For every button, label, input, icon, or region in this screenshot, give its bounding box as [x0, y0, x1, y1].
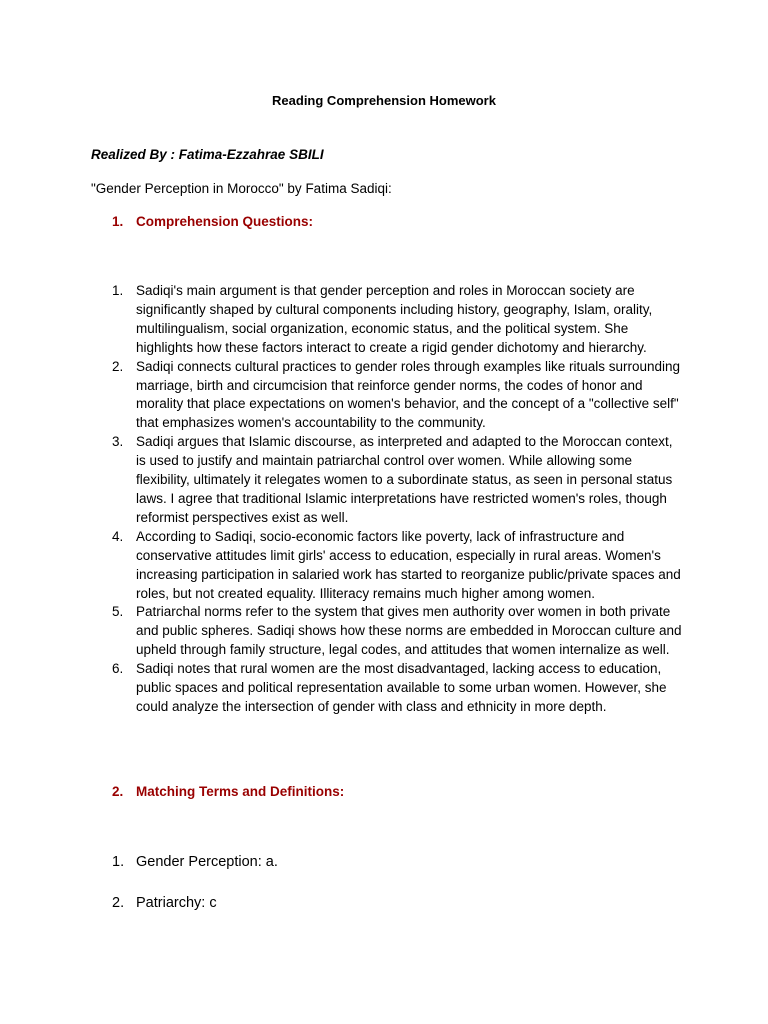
list-item-number: 4.: [112, 528, 124, 544]
list-item-number: 2.: [112, 358, 124, 374]
author-line: Realized By : Fatima-Ezzahrae SBILI: [91, 147, 324, 162]
section-title: Comprehension Questions:: [136, 214, 314, 229]
source-line: "Gender Perception in Morocco" by Fatima Sadiqi:: [91, 181, 392, 196]
list-item-text: According to Sadiqi, socio-economic factors like poverty, lack of infrastructure and conservative attitudes limit girls' access to education, especially in rural areas. Women's increasing participation in salaried work has started to reorganize public/private spaces and roles, but not created equality. Illiteracy remains much higher among women.: [136, 528, 681, 601]
matching-item-number: 2.: [112, 895, 125, 911]
matching-item-text: Patriarchy: c: [136, 895, 217, 911]
matching-item-text: Gender Perception: a.: [136, 854, 278, 870]
list-item-text: Patriarchal norms refer to the system that gives men authority over women in both private and public spheres. Sadiqi shows how these norms are embedded in Moroccan culture and upheld through family structure, legal codes, and attitudes that women internalize as well.: [136, 604, 682, 658]
list-item: [112, 358, 682, 434]
list-item: [112, 433, 682, 528]
section-number: 1.: [112, 214, 124, 229]
list-item: [112, 528, 682, 604]
section-title: Matching Terms and Definitions:: [136, 784, 345, 799]
list-item: [112, 603, 682, 660]
list-item-number: 5.: [112, 604, 124, 620]
section-heading-comprehension: [112, 213, 313, 231]
matching-item: [112, 852, 278, 872]
list-item-text: Sadiqi's main argument is that gender perception and roles in Moroccan society are significantly shaped by cultural components including history, geography, Islam, orality, multilingualism, social organization, economic status, and the political system. She highlights how these factors interact to create a rigid gender dichotomy and hierarchy.: [136, 283, 653, 355]
matching-item: [112, 893, 217, 913]
list-item-number: 1.: [112, 283, 124, 298]
matching-item-number: 1.: [112, 854, 125, 870]
list-item-text: Sadiqi argues that Islamic discourse, as interpreted and adapted to the Moroccan context, is used to justify and maintain patriarchal control over women. While allowing some flexibility, ultimately it relegates women to a subordinate status, as seen in personal status laws. I agree that traditional Islamic interpretations have restricted women's roles, though reformist perspectives exist as well.: [136, 434, 673, 525]
section-number: 2.: [112, 784, 124, 799]
list-item-number: 6.: [112, 661, 124, 677]
list-item-text: Sadiqi connects cultural practices to gender roles through examples like rituals surrounding marriage, birth and circumcision that reinforce gender norms, the codes of honor and morality that place expectations on women's behavior, and the concept of a "collective self" that emphasizes women's accountability to the community.: [136, 358, 681, 431]
answers-list: [112, 282, 682, 717]
list-item: [112, 282, 682, 358]
list-item-text: Sadiqi notes that rural women are the most disadvantaged, lacking access to education, public spaces and political representation available to some urban women. However, she could analyze the intersection of gender with class and ethnicity in more depth.: [136, 661, 667, 714]
list-item-number: 3.: [112, 434, 124, 450]
list-item: [112, 660, 682, 717]
section-heading-matching: [112, 783, 344, 801]
document-title: Reading Comprehension Homework: [272, 93, 496, 108]
